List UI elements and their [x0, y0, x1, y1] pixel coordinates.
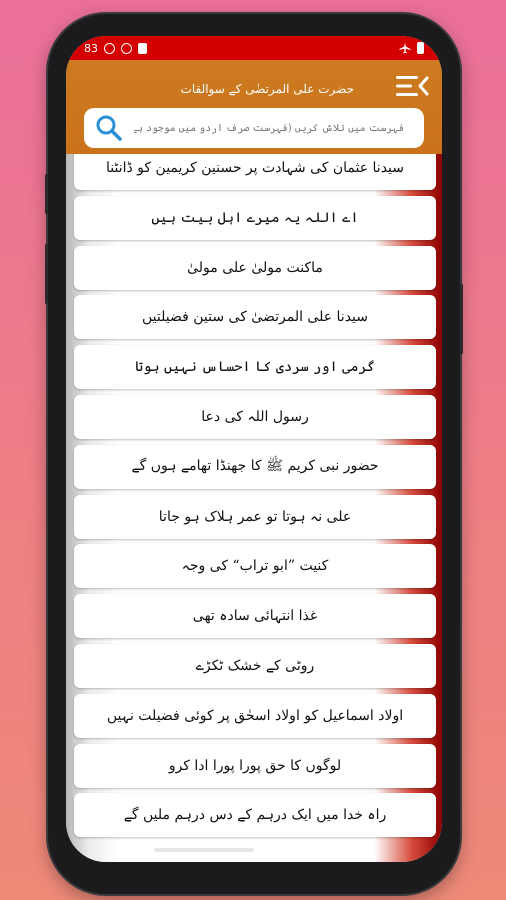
list-item[interactable]: [74, 694, 436, 738]
page-title: حضرت علی المرتضٰی کے سوالقات: [180, 82, 354, 96]
list-item-label: سیدنا عثمان کی شہادت پر حسنین کریمین کو ڈانٹنا: [106, 160, 404, 176]
list-item[interactable]: [74, 395, 436, 439]
volume-up-button: [45, 244, 48, 304]
list-item-label: حضور نبی کریم ﷺ کا جھنڈا تھامے ہوں گے: [131, 457, 379, 474]
list-item[interactable]: [74, 154, 436, 190]
power-button: [45, 174, 48, 214]
airplane-mode-icon: [399, 42, 411, 54]
list-item-label: علی نہ ہوتا تو عمر ہلاک ہو جاتا: [158, 508, 352, 525]
list-item-label: اے اللہ یہ میرے اہل بیت ہیں: [151, 209, 359, 226]
status-left: [84, 42, 147, 55]
home-indicator[interactable]: [154, 848, 254, 852]
list-item-label: سیدنا علی المرتضیٰ کی ستین فضیلتیں: [141, 309, 369, 326]
list-item-label: رسول اللہ کی دعا: [201, 408, 309, 425]
list-item-label: ماکنت مولیٰ علی مولیٰ: [187, 259, 323, 276]
status-time: 83: [84, 41, 98, 55]
list-item-label: گرمی اور سردی کا احساس نہیں ہوتا: [135, 359, 375, 376]
status-right: [399, 42, 424, 54]
menu-icon[interactable]: [394, 72, 430, 100]
list-item[interactable]: [74, 544, 436, 588]
app-screen: [66, 36, 442, 862]
topics-list: [66, 154, 442, 837]
battery-icon: [417, 42, 424, 54]
vpn-icon: [104, 43, 115, 54]
settings-icon: [121, 43, 132, 54]
list-item[interactable]: [74, 246, 436, 290]
volume-down-button: [460, 284, 463, 354]
status-bar: [66, 36, 442, 60]
list-item[interactable]: [74, 495, 436, 539]
list-item-label: لوگوں کا حق پورا پورا ادا کرو: [168, 757, 342, 774]
list-item[interactable]: [74, 644, 436, 688]
list-item[interactable]: [74, 445, 436, 489]
list-item-label: راہ خدا میں ایک درہم کے دس درہم ملیں گے: [123, 807, 387, 824]
storage-icon: [138, 43, 147, 54]
list-item[interactable]: [74, 196, 436, 240]
search-icon[interactable]: [94, 113, 124, 143]
list-item[interactable]: [74, 744, 436, 788]
list-item-label: غذا انتہائی سادہ تھی: [192, 608, 318, 625]
topics-list-container: [66, 154, 442, 862]
search-input[interactable]: [124, 123, 414, 134]
list-item-label: روٹی کے خشک ٹکڑے: [195, 657, 315, 674]
list-item[interactable]: [74, 345, 436, 389]
list-item[interactable]: [74, 594, 436, 638]
list-item[interactable]: [74, 295, 436, 339]
list-item-label: کنیت ”ابو تراب“ کی وجہ: [181, 558, 329, 575]
list-item-label: اولاد اسماعیل کو اولاد اسحٰق پر کوئی فضیلت نہیں: [106, 707, 404, 724]
list-item[interactable]: [74, 793, 436, 837]
search-bar: [84, 108, 424, 148]
